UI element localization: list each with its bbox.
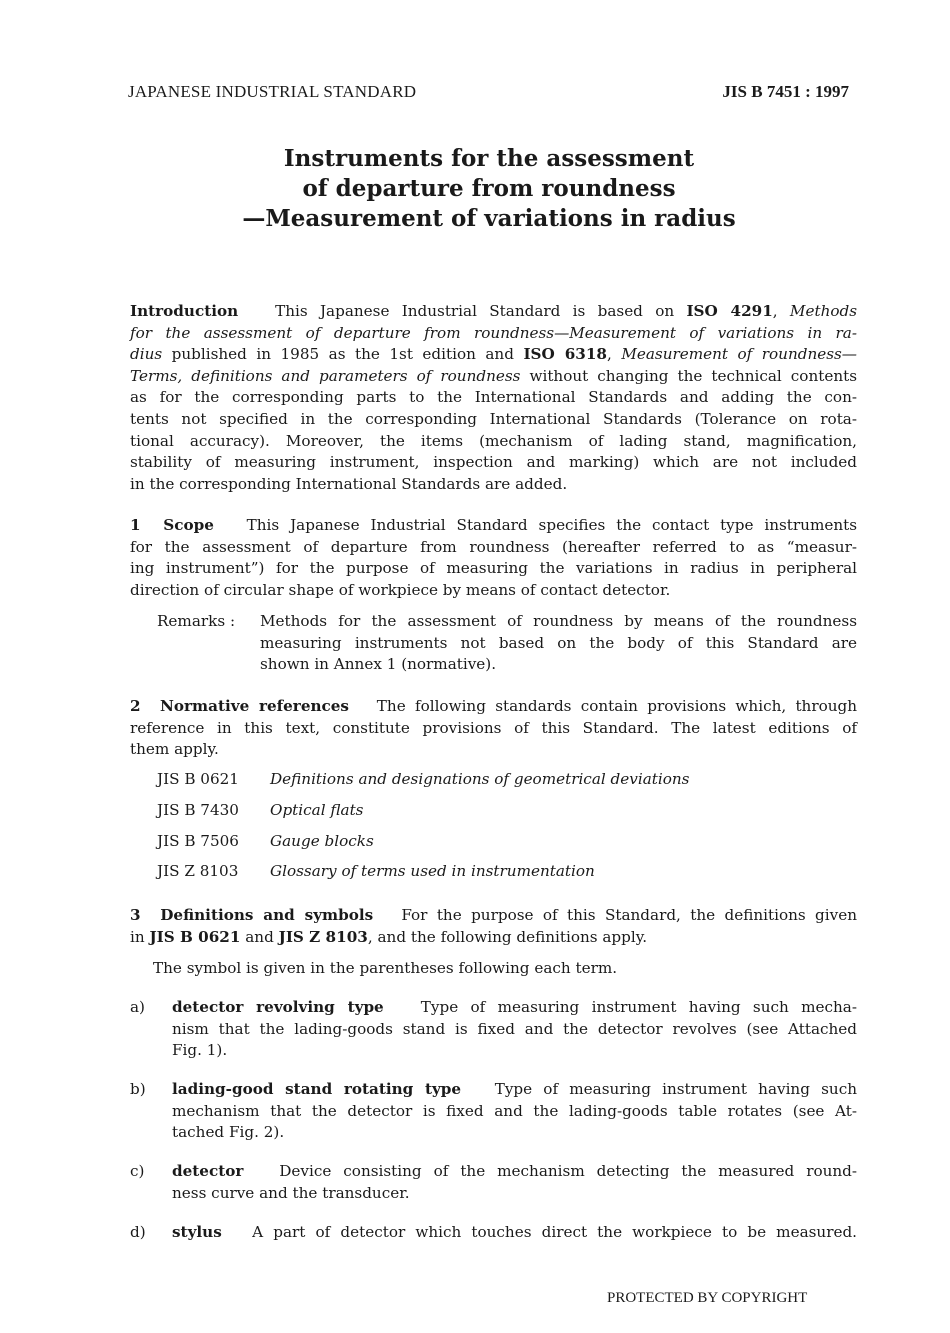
header-standard-name: JAPANESE INDUSTRIAL STANDARD	[128, 82, 417, 101]
scope-paragraph: 1 Scope This Japanese Industrial Standard specifies the contact type instruments for the assessment of departure from roundness (hereafter referred to as “measur- ing instrument”) for the purpose of measuring the variations in radius in peripheral direction of circular shape of workpiece by means of contact detector.	[130, 516, 858, 599]
definition-term: stylus	[172, 1223, 222, 1241]
title-line-3: —Measurement of variations in radius	[242, 205, 736, 232]
definition-term: detector revolving type	[172, 998, 384, 1016]
header-standard-number: JIS B 7451 : 1997	[722, 82, 849, 101]
definitions-heading: 3 Definitions and symbols	[130, 906, 374, 924]
normative-references-paragraph: 2 Normative references The following standards contain provisions which, through reference in this text, constitute provisions of this Standard. The latest editions of them apply.	[130, 697, 858, 759]
title-line-2: of departure from roundness	[302, 175, 676, 202]
remarks-text: Methods for the assessment of roundness by means of the roundness measuring instruments not based on the body of this Standard are shown in Annex 1 (normative).	[260, 612, 857, 674]
definition-term: detector	[172, 1162, 244, 1180]
symbol-note: The symbol is given in the parentheses following each term.	[153, 959, 618, 977]
document-page: JAPANESE INDUSTRIAL STANDARD JIS B 7451 : 1997 Instruments for the assessment of departure from roundness —Measurement of variations in radius Introduction This Japanese Industrial Standard is based on ISO 4291, Methods for the assessment of departure from roundness—Measurement of variations in ra- dius published in 1985 as the 1st edition and ISO 6318, Measurement of roundness— Terms, definitions and parameters of roundness without changing the technical contents as for the corresponding parts to the International Standards and adding the con- tents not specified in the corresponding International Standards (Tolerance on rota- tional accuracy). Moreover, the items (mechanism of lading stand, magnification, stability of measuring instrument, inspection and marking) which are not included in the corresponding International Standards are added. 1 Scope This Japanese Industrial Standard specifies the contact type instruments for the assessment of departure from roundness (hereafter referred to as “measur- ing instrument”) for the purpose of measuring the variations in radius in peripheral direction of circular shape of workpiece by means of contact detector. Remarks : Methods for the assessment of roundness by means of the roundness measuring instruments not based on the body of this Standard are shown in Annex 1 (normative). 2 Normative references The following standards contain provisions which, through reference in this text, constitute provisions of this Standard. The latest editions of them apply. JIS B 0621 Definitions and designations of geometrical deviations JIS B 7430 Optical flats JIS B 7506 Gauge blocks JIS Z 8103 Glossary of terms used in instrumentation 3 Definitions and symbols For the purpose of this Standard, the definitions given in JIS B 0621 and JIS Z 8103, and the following definitions apply. The symbol is given in the parentheses following each term. a) detector revolving type Type of measuring instrument having such mecha- nism that the lading-goods stand is fixed and the detector revolves (see Attached Fig. 1). b) lading-good stand rotating type Type of measuring instrument having such mechanism that the detector is fixed and the lading-goods table rotates (see At- tached Fig. 2). c) detector Device consisting of the mechanism detecting the measured round- ness curve and the transducer. d) stylus A part of detector which touches direct the workpiece to be measured. PROTECTED BY COPYRIGHT	[128, 82, 858, 1306]
definition-term: lading-good stand rotating type	[172, 1080, 462, 1098]
introduction-heading: Introduction	[130, 302, 239, 320]
introduction-paragraph: Introduction This Japanese Industrial Standard is based on ISO 4291, Methods for the assessment of departure from roundness—Measurement of variations in ra- dius published in 1985 as the 1st edition and ISO 6318, Measurement of roundness— Terms, definitions and parameters of roundness without changing the technical contents as for the corresponding parts to the International Standards and adding the con- tents not specified in the corresponding International Standards (Tolerance on rota- tional accuracy). Moreover, the items (mechanism of lading stand, magnification, stability of measuring instrument, inspection and marking) which are not included in the corresponding International Standards are added.	[130, 302, 858, 493]
document-title	[128, 144, 850, 234]
scope-heading: 1 Scope	[130, 516, 214, 534]
copyright-footer: PROTECTED BY COPYRIGHT	[607, 1290, 808, 1306]
title-line-1: Instruments for the assessment	[283, 145, 695, 172]
normative-references-heading: 2 Normative references	[130, 697, 349, 715]
remarks-label: Remarks :	[157, 612, 236, 630]
definitions-paragraph: 3 Definitions and symbols For the purpose of this Standard, the definitions given in JIS B 0621 and JIS Z 8103, and the following definitions apply.	[130, 906, 857, 946]
